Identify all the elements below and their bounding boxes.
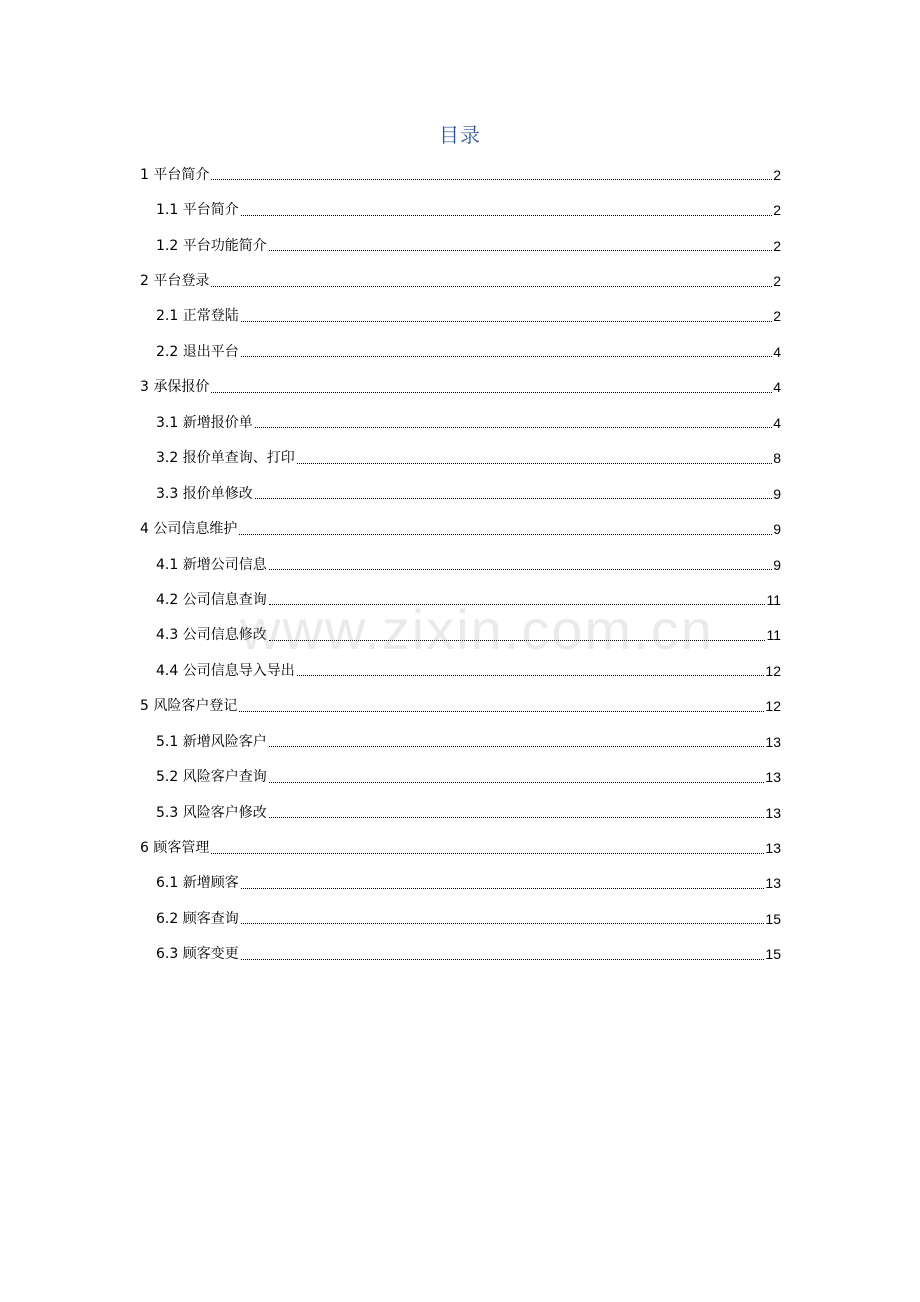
toc-entry[interactable] [140, 724, 781, 759]
toc-page-number: 11 [766, 627, 781, 644]
toc-title: 目录 [439, 123, 481, 147]
toc-dot-leader [269, 781, 765, 783]
toc-entry[interactable] [140, 653, 781, 688]
toc-entry[interactable] [140, 866, 781, 901]
toc-entry[interactable] [140, 299, 781, 334]
toc-entry[interactable] [140, 689, 781, 724]
toc-page-number: 15 [765, 946, 781, 963]
toc-entry-text: 1.2 平台功能简介 [156, 237, 267, 254]
toc-page-number: 13 [765, 804, 781, 821]
toc-entry[interactable] [140, 476, 781, 511]
toc-dot-leader [211, 391, 772, 393]
toc-entry[interactable] [140, 795, 781, 830]
toc-dot-leader [255, 497, 772, 499]
toc-page-number: 12 [765, 698, 781, 715]
toc-entry-text: 5.1 新增风险客户 [156, 733, 267, 750]
toc-page-number: 9 [773, 556, 781, 573]
toc-dot-leader [241, 214, 772, 216]
table-of-contents [140, 157, 781, 972]
toc-entry[interactable] [140, 937, 781, 972]
toc-entry-text: 3.1 新增报价单 [156, 414, 253, 431]
toc-page-number: 4 [773, 379, 781, 396]
toc-entry-text: 3.3 报价单修改 [156, 485, 253, 502]
toc-page-number: 13 [765, 840, 781, 857]
toc-dot-leader [211, 852, 764, 854]
toc-entry-text: 6.2 顾客查询 [156, 910, 239, 927]
toc-entry-text: 5.3 风险客户修改 [156, 804, 267, 821]
toc-entry-text: 4.4 公司信息导入导出 [156, 662, 295, 679]
toc-entry-text: 4 公司信息维护 [140, 521, 238, 538]
toc-page-number: 2 [773, 308, 781, 325]
toc-page-number: 9 [773, 485, 781, 502]
toc-entry-text: 4.2 公司信息查询 [156, 591, 267, 608]
toc-page-number: 4 [773, 414, 781, 431]
toc-entry-text: 4.3 公司信息修改 [156, 627, 267, 644]
toc-entry[interactable] [140, 901, 781, 936]
toc-dot-leader [269, 568, 772, 570]
toc-entry-text: 6.1 新增顾客 [156, 875, 239, 892]
toc-dot-leader [269, 603, 766, 605]
toc-entry[interactable] [140, 157, 781, 192]
toc-entry[interactable] [140, 759, 781, 794]
toc-dot-leader [297, 674, 765, 676]
toc-entry-text: 5.2 风险客户查询 [156, 769, 267, 786]
toc-entry[interactable] [140, 547, 781, 582]
toc-dot-leader [239, 533, 772, 535]
toc-dot-leader [241, 320, 772, 322]
toc-dot-leader [297, 462, 772, 464]
toc-entry[interactable] [140, 582, 781, 617]
toc-entry[interactable] [140, 370, 781, 405]
toc-entry-text: 2.1 正常登陆 [156, 308, 239, 325]
toc-dot-leader [255, 426, 772, 428]
toc-entry-text: 5 风险客户登记 [140, 698, 238, 715]
toc-page-number: 13 [765, 875, 781, 892]
toc-dot-leader [269, 249, 772, 251]
toc-entry-text: 3.2 报价单查询、打印 [156, 450, 295, 467]
toc-page-number: 11 [766, 591, 781, 608]
toc-page-number: 15 [765, 910, 781, 927]
toc-dot-leader [211, 285, 772, 287]
toc-entry[interactable] [140, 334, 781, 369]
watermark: www.zixin.com.cn [240, 598, 714, 661]
toc-entry-text: 1.1 平台简介 [156, 202, 239, 219]
toc-entry[interactable] [140, 263, 781, 298]
toc-entry[interactable] [140, 405, 781, 440]
toc-page-number: 13 [765, 769, 781, 786]
toc-page-number: 8 [773, 450, 781, 467]
toc-page-number: 13 [765, 733, 781, 750]
toc-dot-leader [269, 816, 765, 818]
toc-dot-leader [269, 639, 766, 641]
toc-entry-text: 3 承保报价 [140, 379, 210, 396]
toc-page-number: 12 [765, 662, 781, 679]
toc-page-number: 4 [773, 343, 781, 360]
toc-entry[interactable] [140, 511, 781, 546]
toc-entry-text: 6 顾客管理 [140, 840, 210, 857]
toc-dot-leader [239, 710, 764, 712]
toc-dot-leader [241, 922, 765, 924]
toc-page-number: 2 [773, 273, 781, 290]
toc-entry-text: 2 平台登录 [140, 273, 210, 290]
toc-dot-leader [241, 958, 765, 960]
toc-page-number: 2 [773, 166, 781, 183]
toc-entry-text: 2.2 退出平台 [156, 343, 239, 360]
toc-entry[interactable] [140, 441, 781, 476]
toc-dot-leader [241, 355, 772, 357]
toc-entry[interactable] [140, 830, 781, 865]
toc-dot-leader [241, 887, 765, 889]
toc-dot-leader [269, 745, 765, 747]
toc-entry-text: 6.3 顾客变更 [156, 946, 239, 963]
toc-page-number: 2 [773, 237, 781, 254]
toc-entry[interactable] [140, 618, 781, 653]
toc-page-number: 2 [773, 202, 781, 219]
toc-entry[interactable] [140, 192, 781, 227]
toc-entry-text: 4.1 新增公司信息 [156, 556, 267, 573]
toc-entry[interactable] [140, 228, 781, 263]
toc-dot-leader [211, 178, 772, 180]
toc-entry-text: 1 平台简介 [140, 166, 210, 183]
toc-page-number: 9 [773, 521, 781, 538]
